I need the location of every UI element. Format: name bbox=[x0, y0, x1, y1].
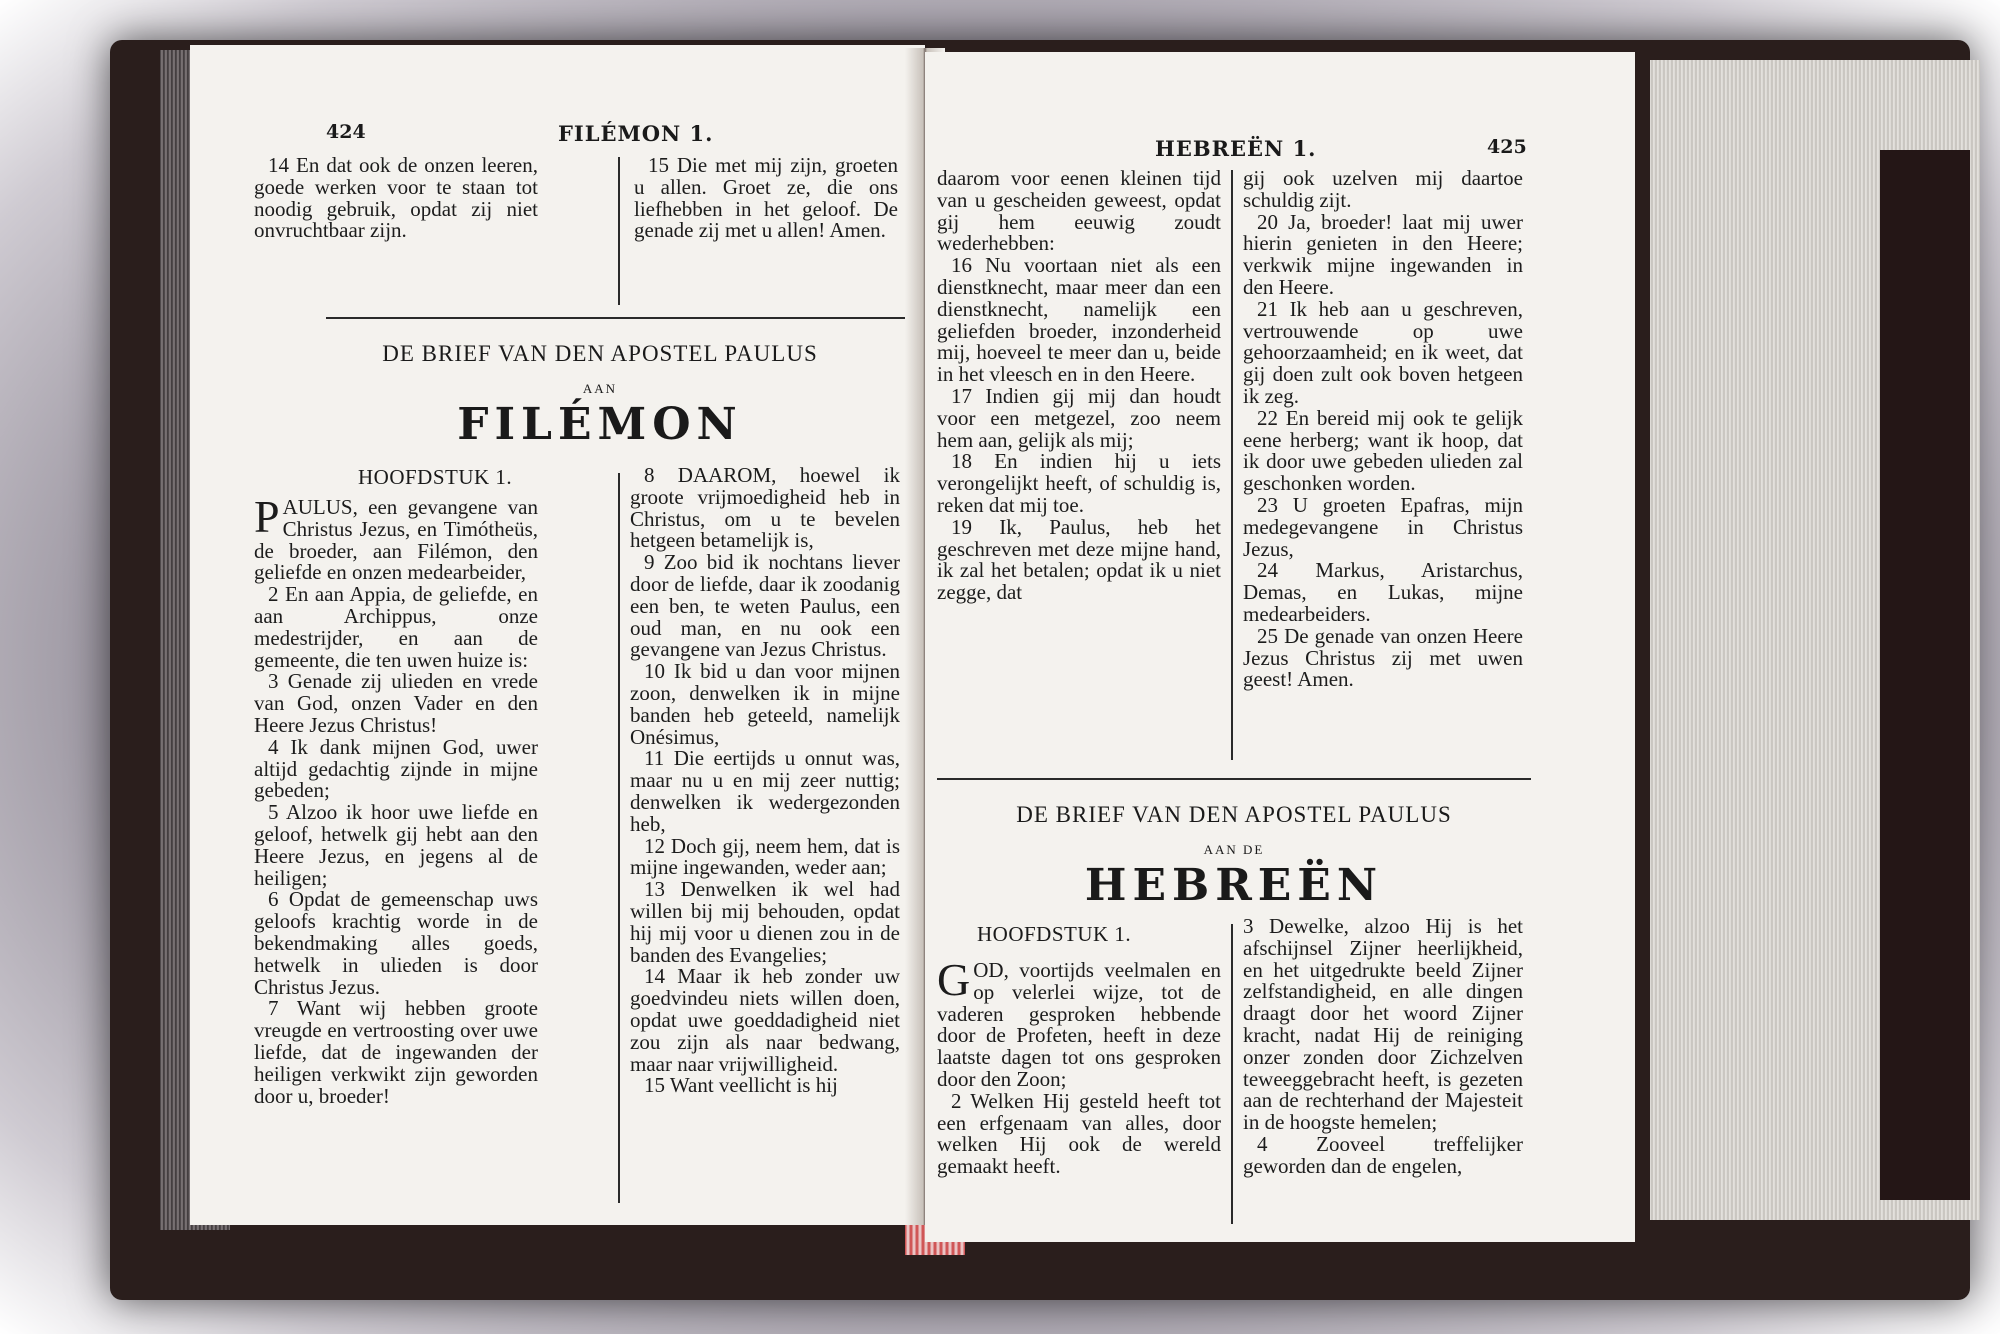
epistle-aan: AAN bbox=[582, 381, 618, 396]
verse: 25 De genade van onzen Heere Jezus Christus zij met uwen geest! Amen. bbox=[1243, 623, 1523, 692]
epistle-heading: DE BRIEF VAN DEN APOSTEL PAULUS bbox=[382, 341, 818, 366]
top-column-1 bbox=[254, 155, 538, 242]
section-rule bbox=[937, 778, 1531, 780]
verse: 12 Doch gij, neem hem, dat is mijne ingewanden, weder aan; bbox=[630, 833, 900, 880]
body-column-1 bbox=[254, 491, 538, 1108]
verse: 24 Markus, Aristarchus, Demas, en Lukas, mijne medearbeiders. bbox=[1243, 558, 1523, 626]
chapter-heading: HOOFDSTUK 1. bbox=[977, 922, 1132, 946]
verse: 15 Want veellicht is hij bbox=[644, 1073, 838, 1098]
verse: 7 Want wij hebben groote vreugde en vertroosting over uwe liefde, dat de ingewanden der heiligen verkwikt zijn geworden door u, broeder! bbox=[254, 996, 538, 1108]
verse: 8 DAAROM, hoewel ik groote vrijmoedigheid heb in Christus, om u te bevelen hetgeen betamelijk is, bbox=[630, 463, 900, 553]
verse: 11 Die eertijds u onnut was, maar nu u en mij zeer nuttig; denwelken ik wedergezonden heb, bbox=[630, 746, 900, 836]
verse: 2 Welken Hij gesteld heeft tot een erfgenaam van alles, door welken Hij ook de wereld gemaakt heeft. bbox=[937, 1088, 1221, 1179]
chapter-heading: HOOFDSTUK 1. bbox=[358, 465, 513, 489]
epistle-heading: DE BRIEF VAN DEN APOSTEL PAULUS bbox=[1016, 802, 1452, 827]
verse: daarom voor eenen kleinen tijd van u gescheiden geweest, opdat gij hem eeuwig zoudt wederhebben: bbox=[937, 166, 1221, 256]
verse: 16 Nu voortaan niet als een dienstknecht, maar meer dan een dienstknecht, namelijk een geliefden broeder, inzonderheid mij, hoeveel te meer dan u, beide in het vleesch en in den Heere. bbox=[937, 253, 1221, 387]
right-cover bbox=[1880, 150, 1970, 1200]
verse: 4 Ik dank mijnen God, uwer altijd gedachtig zijnde in mijne gebeden; bbox=[254, 734, 538, 803]
verse-1: GOD, voortijds veelmalen en op velerlei wijze, tot de vaderen gesproken hebbende door de Profeten, heeft in deze laatste dagen tot ons gesproken door den Zoon; bbox=[937, 954, 1221, 1091]
verse: 19 Ik, Paulus, heb het geschreven met deze mijne hand, ik zal het betalen; opdat ik u niet zegge, dat bbox=[937, 514, 1221, 605]
verse: 6 Opdat de gemeenschap uws geloofs krachtig worde in de bekendmaking alles goeds, hetwelk in ulieden is door Christus Jezus. bbox=[254, 887, 538, 999]
verse: 15 Die met mij zijn, groeten u allen. Groet ze, die ons liefhebben in het geloof. De genade zij met u allen! Amen. bbox=[634, 153, 898, 243]
body-column-2 bbox=[1243, 916, 1523, 1178]
body-column-1 bbox=[937, 954, 1221, 1179]
verse: 21 Ik heb aan u geschreven, vertrouwende op uwe gehoorzaamheid; en ik weet, dat gij doen zult ook boven hetgeen ik zeg. bbox=[1243, 296, 1523, 408]
top-column-1 bbox=[937, 168, 1221, 604]
book-title: HEBREËN bbox=[1084, 860, 1384, 911]
verse: 22 En bereid mij ook te gelijk eene herberg; want ik hoop, dat ik door uwe gebeden ulieden zal geschonken worden. bbox=[1243, 405, 1523, 496]
verse: gij ook uzelven mij daartoe schuldig zijt. bbox=[1243, 166, 1523, 212]
verse: 3 Dewelke, alzoo Hij is het afschijnsel Zijner heerlijkheid, en het uitgedrukte beeld Zijner zelfstandigheid, en alle dingen draagt door het woord Zijner kracht, nadat Hij de reiniging onzer zonden door Zichzelven teweeggebracht heeft, is gezeten aan de rechterhand der Majesteit in de hoogste hemelen; bbox=[1243, 914, 1523, 1135]
verse: 14 Maar ik heb zonder uw goedvindeu niets willen doen, opdat uwe goeddadigheid niet zou zijn als naar bedwang, maar naar vrijwilligheid. bbox=[630, 964, 900, 1076]
drop-cap: P bbox=[254, 491, 280, 542]
left-page bbox=[190, 45, 925, 1225]
right-page bbox=[925, 52, 1635, 1242]
running-head: FILÉMON 1. bbox=[558, 121, 714, 146]
epistle-aan: AAN DE bbox=[1203, 842, 1265, 857]
verse: 14 En dat ook de onzen leeren, goede werken voor te staan tot noodig gebruik, opdat zij niet onvruchtbaar zijn. bbox=[254, 153, 538, 243]
verse: 17 Indien gij mij dan houdt voor een metgezel, zoo neem hem aan, gelijk als mij; bbox=[937, 383, 1221, 452]
verse: 3 Genade zij ulieden en vrede van God, onzen Vader en den Heere Jezus Christus! bbox=[254, 669, 538, 737]
section-rule bbox=[326, 317, 906, 319]
verse: 23 U groeten Epafras, mijn medegevangene in Christus Jezus, bbox=[1243, 492, 1523, 561]
top-column-2 bbox=[1243, 168, 1523, 691]
page-number: 424 bbox=[326, 121, 366, 143]
book-title: FILÉMON bbox=[457, 399, 743, 450]
verse: 18 En indien hij u iets verongelijkt heeft, of schuldig is, reken dat mij toe. bbox=[937, 449, 1221, 517]
top-column-2 bbox=[634, 155, 898, 242]
verse: 10 Ik bid u dan voor mijnen zoon, denwelken ik in mijne banden heb geteeld, namelijk Onésimus, bbox=[630, 659, 900, 749]
drop-cap: G bbox=[937, 954, 971, 1005]
body-column-2 bbox=[630, 465, 900, 1097]
verse: 4 Zooveel treffelijker geworden dan de engelen, bbox=[1243, 1131, 1523, 1178]
column-divider bbox=[1231, 170, 1233, 760]
verse: 13 Denwelken ik wel had willen bij mij behouden, opdat hij mij voor u dienen zou in de banden des Evangelies; bbox=[630, 877, 900, 967]
column-divider bbox=[618, 157, 620, 305]
column-divider bbox=[618, 473, 620, 1203]
column-divider bbox=[1231, 924, 1233, 1224]
verse: 20 Ja, broeder! laat mij uwer hierin genieten in den Heere; verkwik mijne ingewanden in den Heere. bbox=[1243, 209, 1523, 299]
running-head: HEBREËN 1. bbox=[1155, 136, 1317, 161]
verse: 9 Zoo bid ik nochtans liever door de liefde, daar ik zoodanig een ben, te weten Paulus, een oud man, en nu ook een gevangene van Jezus Christus. bbox=[630, 550, 900, 662]
verse-1: PAULUS, een gevangene van Christus Jezus, en Timótheüs, de broeder, aan Filémon, den geliefde en onzen medearbeider, bbox=[254, 491, 538, 585]
verse: 5 Alzoo ik hoor uwe liefde en geloof, hetwelk gij hebt aan den Heere Jezus, en jegens al de heiligen; bbox=[254, 800, 538, 890]
page-number: 425 bbox=[1487, 136, 1527, 158]
verse: 2 En aan Appia, de geliefde, en aan Archippus, onze medestrijder, en aan de gemeente, die ten uwen huize is: bbox=[254, 582, 538, 672]
